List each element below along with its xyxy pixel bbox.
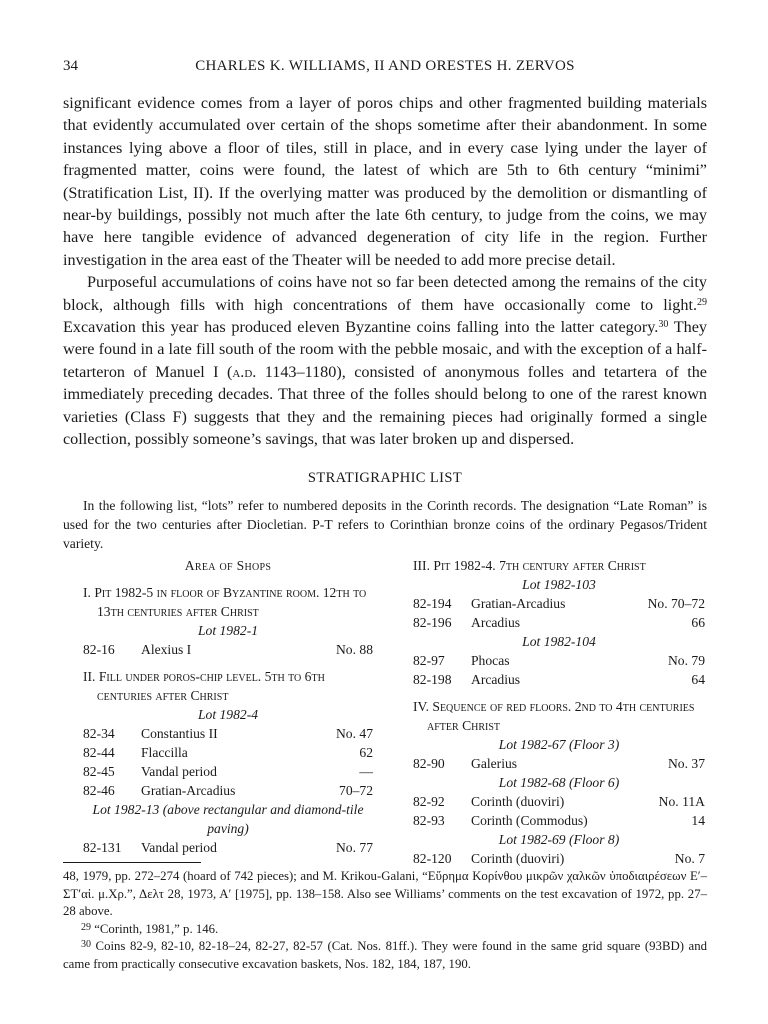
coin-number: 82-90 xyxy=(413,756,445,771)
lot-rows xyxy=(83,838,373,857)
lot-rows xyxy=(413,792,705,830)
lot-rows xyxy=(83,640,373,659)
lot-heading: Lot 1982-68 (Floor 6) xyxy=(498,775,620,790)
coin-issuer: Flaccilla xyxy=(141,745,188,760)
coin-issuer: Alexius I xyxy=(141,642,192,657)
coin-row xyxy=(413,811,705,830)
coin-row xyxy=(83,640,373,659)
catalogue-ref: No. 37 xyxy=(667,756,705,771)
footnote-ref-30[interactable]: 30 xyxy=(658,319,669,331)
section-2-title: II. Fill under poros-chip level. 5th to 6th centuries after Christ xyxy=(83,669,325,703)
lot-rows xyxy=(413,754,705,773)
coin-issuer: Arcadius xyxy=(471,672,521,687)
section-4-title: IV. Sequence of red floors. 2nd to 4th centuries after Christ xyxy=(413,699,695,733)
footnote-mark: 29 xyxy=(81,921,91,933)
coin-number: 82-16 xyxy=(83,642,115,657)
coin-issuer: Gratian-Arcadius xyxy=(471,596,566,611)
coin-issuer: Corinth (Commodus) xyxy=(471,813,588,828)
lot-heading: Lot 1982-4 xyxy=(197,707,259,722)
footnote-text: “Corinth, 1981,” p. 146. xyxy=(91,921,219,936)
lot-heading: Lot 1982-69 (Floor 8) xyxy=(498,832,620,847)
coin-row xyxy=(413,613,705,632)
coin-issuer: Gratian-Arcadius xyxy=(141,783,236,798)
coin-number: 82-46 xyxy=(83,783,115,798)
footnote-rule xyxy=(63,862,201,863)
paragraph-2-part-a: Purposeful accumulations of coins have not so far been detected among the remains of the city block, although fills with high concentrations of them have occasionally come to light. xyxy=(63,273,707,314)
lot-heading: Lot 1982-67 (Floor 3) xyxy=(498,737,620,752)
paragraph-2-part-d: 1143–1180), consisted of anonymous folles and tetartera of the immediately preceding decades. That three of the folles should belong to one of the rarest known varieties (Class F) suggests that they and the remaining pieces had originally formed a single collection, possibly someone’s savings, that was later broken up and dispersed. xyxy=(63,362,707,449)
lot-rows xyxy=(83,724,373,800)
coin-number: 82-97 xyxy=(413,653,445,668)
catalogue-ref: 64 xyxy=(691,672,705,687)
running-header xyxy=(63,58,707,78)
lot-heading: Lot 1982-104 xyxy=(522,634,596,649)
intro-text: In the following list, “lots” refer to numbered deposits in the Corinth records. The designation “Late Roman” is used for the two centuries after Diocletian. P-T refers to Corinthian bronze coins of the ordinary Pegasos/Trident variety. xyxy=(63,498,707,551)
coin-row xyxy=(413,670,705,689)
stratigraphic-list-heading: STRATIGRAPHIC LIST xyxy=(307,470,463,486)
coin-issuer: Galerius xyxy=(471,756,518,771)
lot-rows xyxy=(413,849,705,868)
era-abbreviation: a.d. xyxy=(232,362,257,381)
catalogue-ref: 70–72 xyxy=(339,783,373,798)
footnote-mark: 30 xyxy=(81,939,91,950)
coin-issuer: Vandal period xyxy=(141,840,217,855)
paragraph-2-part-b: Excavation this year has produced eleven Byzantine coins falling into the latter category. xyxy=(63,318,659,337)
coin-row xyxy=(413,594,705,613)
paragraph-2-part-c: They were found in a late fill south of the room with the pebble mosaic, and with the exception of a half-tetarteron of Manuel I ( xyxy=(63,318,707,381)
coin-issuer: Phocas xyxy=(471,653,510,668)
catalogue-ref: 62 xyxy=(359,745,373,760)
section-3-title: III. Pit 1982-4. 7th century after Christ xyxy=(413,558,646,573)
lot-heading: Lot 1982-13 (above rectangular and diamond-tile paving) xyxy=(92,802,364,836)
coin-number: 82-34 xyxy=(83,726,115,741)
catalogue-ref: — xyxy=(359,764,373,779)
catalogue-ref: 14 xyxy=(691,813,705,828)
catalogue-ref: No. 11A xyxy=(658,794,705,809)
footnote-ref-29[interactable]: 29 xyxy=(697,296,707,308)
coin-row xyxy=(83,838,373,857)
list-column-right xyxy=(413,556,705,868)
coin-row xyxy=(83,743,373,762)
catalogue-ref: No. 88 xyxy=(335,642,373,657)
coin-number: 82-131 xyxy=(83,840,122,855)
footnote-30 xyxy=(63,938,707,973)
coin-number: 82-92 xyxy=(413,794,445,809)
lot-rows xyxy=(413,594,705,632)
paragraph-2 xyxy=(63,271,707,450)
paragraph-1: significant evidence comes from a layer of poros chips and other fragmented building materials that evidently accumulated over certain of the shops sometime after their abandonment. In some instances lying above a floor of tiles, still in place, and in every case lying under the layer of fragmented matter, coins were found, the latest of which are 5th to 6th century “minimi” (Stratification List, II). If the overlying matter was produced by the demolition or dismantling of near-by buildings, possibly not much after the late 6th century, to judge from the coins, we may have here tangible evidence of advanced degeneration of city life in the region. Further investigation in the area east of the Theater will be needed to add more precise detail. xyxy=(63,94,707,269)
catalogue-ref: No. 47 xyxy=(335,726,373,741)
coin-number: 82-196 xyxy=(413,615,452,630)
coin-number: 82-198 xyxy=(413,672,452,687)
area-title: Area of Shops xyxy=(184,558,272,573)
lot-heading: Lot 1982-1 xyxy=(197,623,259,638)
coin-number: 82-194 xyxy=(413,596,452,611)
coin-issuer: Constantius II xyxy=(141,726,218,741)
footnote-text: Coins 82-9, 82-10, 82-18–24, 82-27, 82-57 (Cat. Nos. 81ff.). They were found in the same grid square (93BD) and came from practically consecutive excavation baskets, Nos. 182, 184, 187, 190. xyxy=(63,939,707,971)
coin-row xyxy=(413,754,705,773)
coin-number: 82-45 xyxy=(83,764,115,779)
catalogue-ref: No. 77 xyxy=(335,840,373,855)
catalogue-ref: No. 79 xyxy=(667,653,705,668)
coin-number: 82-120 xyxy=(413,851,452,866)
catalogue-ref: 66 xyxy=(691,615,705,630)
coin-issuer: Corinth (duoviri) xyxy=(471,851,565,866)
footnotes xyxy=(63,868,707,973)
coin-row xyxy=(83,762,373,781)
coin-row xyxy=(413,792,705,811)
lot-heading: Lot 1982-103 xyxy=(522,577,596,592)
list-column-left xyxy=(83,556,373,857)
coin-number: 82-44 xyxy=(83,745,115,760)
coin-issuer: Vandal period xyxy=(141,764,217,779)
catalogue-ref: No. 7 xyxy=(674,851,705,866)
coin-number: 82-93 xyxy=(413,813,445,828)
footnote-29 xyxy=(63,921,707,939)
coin-row xyxy=(413,651,705,670)
section-1-title: I. Pit 1982-5 in floor of Byzantine room. 12th to 13th centuries after Christ xyxy=(83,585,367,619)
coin-row xyxy=(413,849,705,868)
running-title: CHARLES K. WILLIAMS, II AND ORESTES H. ZERVOS xyxy=(195,58,575,74)
catalogue-ref: No. 70–72 xyxy=(647,596,705,611)
coin-issuer: Corinth (duoviri) xyxy=(471,794,565,809)
page-number: 34 xyxy=(63,58,78,74)
stratigraphic-intro xyxy=(63,496,707,553)
body-text xyxy=(63,92,707,451)
footnote-continued: 48, 1979, pp. 272–274 (hoard of 742 pieces); and M. Krikou-Galani, “Εὕρημα Κορίνθου μικρῶν χαλκῶν ὑποδιαιρέσεων Ε′–ΣΤ′αἰ. μ.Χρ.”, Δελτ 28, 1973, Α′ [1975], pp. 138–158. Also see Williams’ comments on the test excavation of 1972, pp. 27–28 above. xyxy=(63,869,707,918)
coin-row xyxy=(83,781,373,800)
coin-row xyxy=(83,724,373,743)
coin-issuer: Arcadius xyxy=(471,615,521,630)
lot-rows xyxy=(413,651,705,689)
